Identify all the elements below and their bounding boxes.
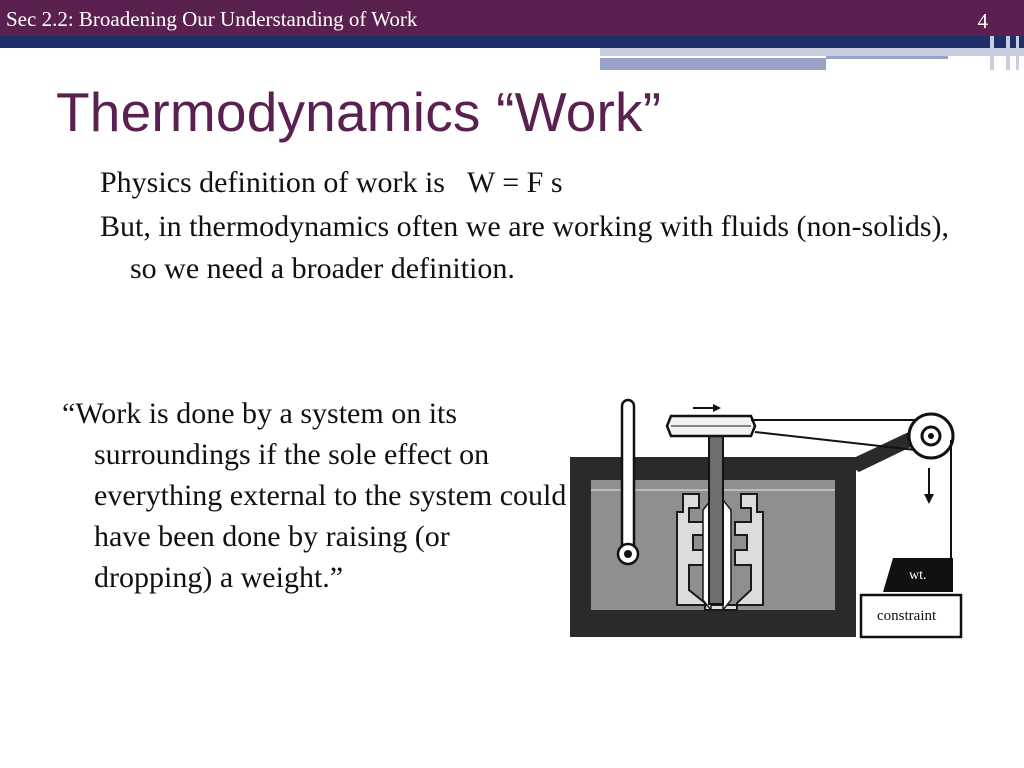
header-stripe-thin xyxy=(826,56,948,59)
bullet-physics-definition: Physics definition of work is W = F s xyxy=(100,166,563,199)
constraint-label: constraint xyxy=(877,608,937,624)
section-title: Sec 2.2: Broadening Our Understanding of Work xyxy=(6,7,418,31)
header-bar xyxy=(0,0,1024,36)
header-stripe-light xyxy=(600,48,1024,56)
work-definition-quote: “Work is done by a system on its surroundings if the sole effect on everything external to the system could have been done by raising (or dropping) a weight.” xyxy=(62,397,567,594)
header-stripe-vertical-1 xyxy=(990,36,994,70)
weight-label: wt. xyxy=(909,568,927,583)
slide-number: 4 xyxy=(977,9,988,33)
paddle-shaft xyxy=(709,432,723,604)
thermometer xyxy=(622,400,634,552)
paddle-wheel-work-diagram xyxy=(565,390,965,642)
header-stripe-vertical-2 xyxy=(1006,36,1010,70)
header-stripe-mid xyxy=(600,58,826,70)
bullet-list xyxy=(100,162,960,290)
header-stripe-vertical-3 xyxy=(1016,36,1019,70)
bullet-thermo-definition: But, in thermodynamics often we are working with fluids (non-solids), so we need a broader definition. xyxy=(100,210,950,285)
slide-title: Thermodynamics “Work” xyxy=(56,81,662,143)
header-stripe-navy xyxy=(0,36,1024,48)
